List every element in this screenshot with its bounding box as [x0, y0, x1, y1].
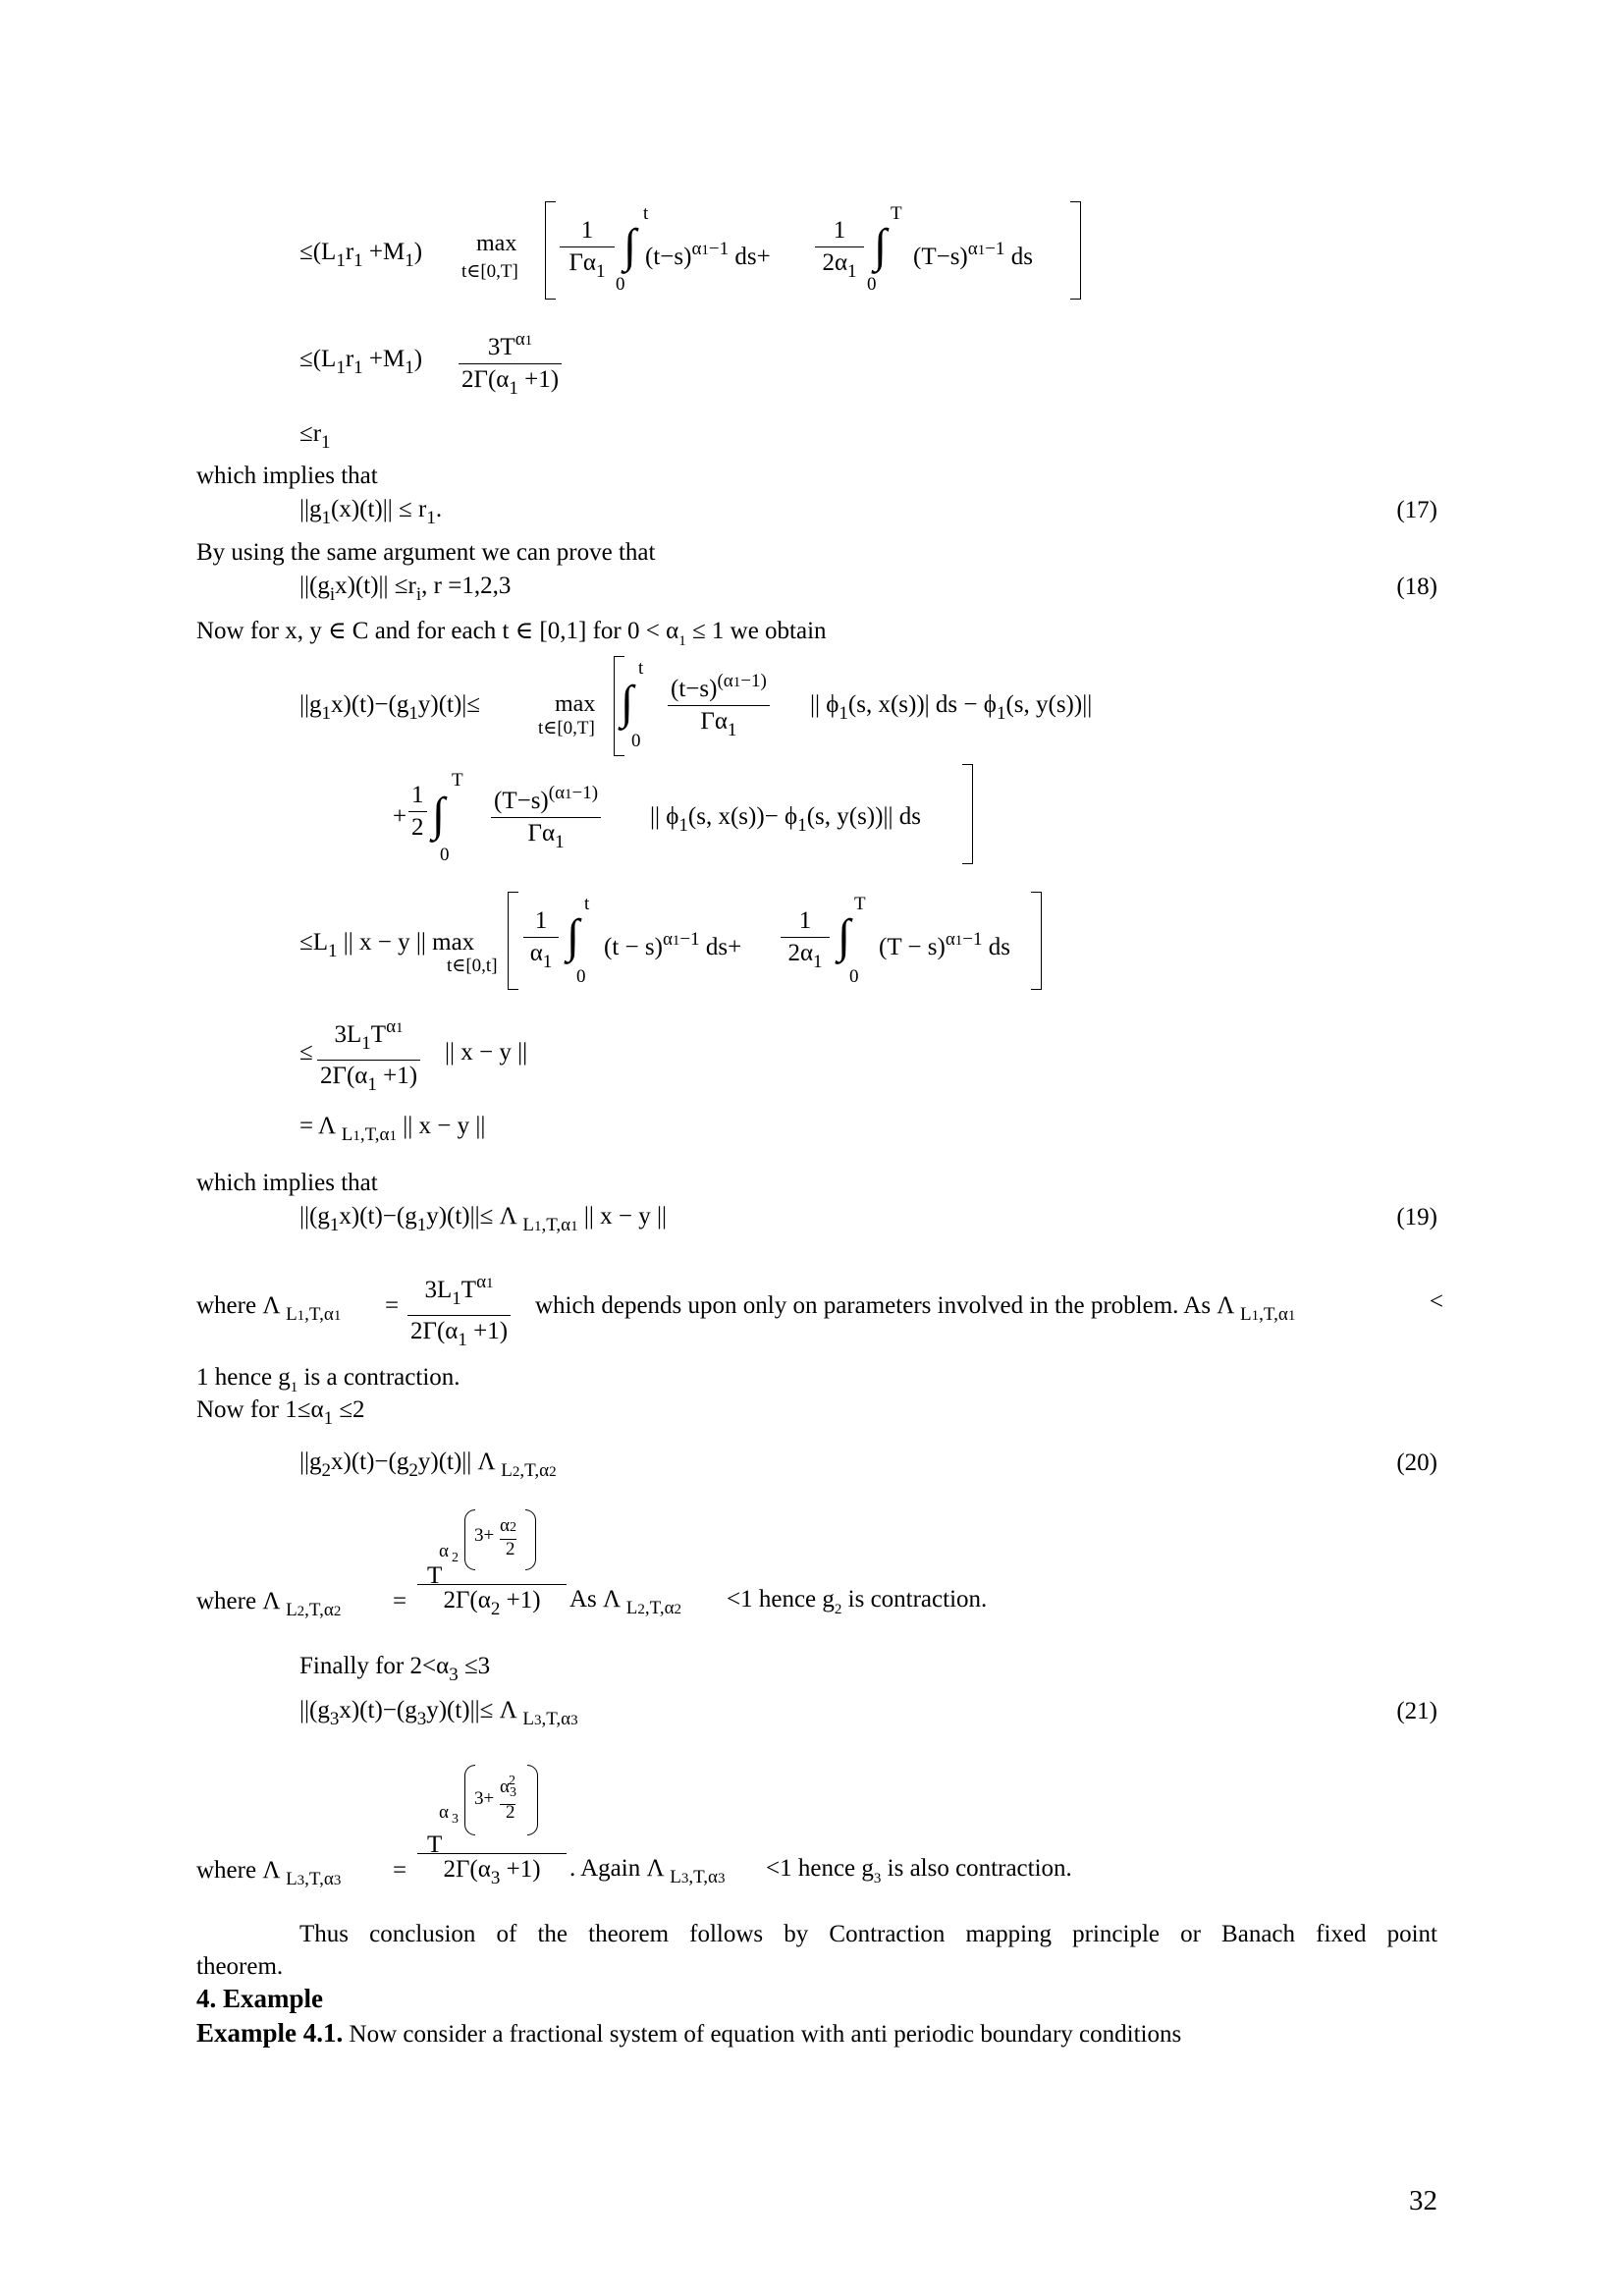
example-text: Now consider a fractional system of equation with anti periodic boundary conditions [343, 2021, 1182, 2048]
text-now-for: Now for x, y ∈ C and for each t ∈ [0,1] for $0 < \alpha_1 \le 1$ we obtain [196, 618, 827, 649]
equation-number-18: (18) [1396, 574, 1437, 600]
equation-17: $||g_1(x)(t)|| \le r_1$. [299, 496, 443, 528]
equation-18: $||(g_ix)(t)|| \le r_i$, r =1,2,3 [299, 573, 512, 605]
document-page: $\le(L_1r_1 +M_1)$ max t∈[0,T] $\frac{1}{\Gamma\alpha_1}$ ∫ t 0 $(t-s)^{\alpha 1-1}$ ds+ $\frac{1}{2\alpha_1}$ ∫ T 0 $(T-s)^{\alpha 1-1}$ ds $\le(L_1r_1 +M_1)$ $\frac{3T^{\alpha 1}}{2\Gamma(\alpha_1 +1)}$ $\le r_1$ which implies that $||g_1(x)(t)|| \le r_1$. (17) By using the same argument we can prove that $||(g_ix)(t)|| \le r_i$, r =1,2,3 (18) Now for x, y ∈ C and for each t ∈ [0,1] for $0 < \alpha_1 \le 1$ we obtain $||g_1x)(t)-(g_1y)(t)|\le$ max t∈[0,T] ∫ t 0 $\frac{(t-s)^{(\alpha 1-1)}}{\Gamma\alpha_1}$ || $\phi_1(s$, x(s))| ds − $\phi_1(s$, y(s))|| + $\frac{1}{2}$ ∫ T 0 $\frac{(T-s)^{(\alpha 1-1)}}{\Gamma\alpha_1}$ || $\phi_1(s$, $x(s))- \phi_1(s$, y(s))|| ds $\le L_1$ || x − y || max t∈[0,t] $\frac{1}{\alpha_1}$ ∫ t 0 $(t - s)^{\alpha 1-1}$ ds+ $\frac{1}{2\alpha_1}$ ∫ T 0 $(T - s)^{\alpha 1-1}$ ds ≤ $\frac{3L_1T^{\alpha 1}}{2\Gamma(\alpha_1 +1)}$ || x − y || = Λ $_{L1,T,\alpha 1}$ || x − y || which implies that $||(g_1x)(t)-(g_1y)(t)||\le \Lambda$ $_{L1,T,\alpha 1}$ || x − y || (19) where Λ $_{L1,T,\alpha 1}$ = $\frac{3L_1T^{\alpha 1}}{2\Gamma(\alpha_1 +1)}$ which depends upon only on parameters involved in the problem. As Λ $_{L1,T,\alpha 1}$ < 1 hence $g_1$ is a contraction. Now for $1\le\alpha_1 \le 2$ $||g_2x)(t)-(g_2y)(t)||$ Λ $_{L2,T,\alpha 2}$ (20) where Λ $_{L2,T,\alpha 2}$ = α 2 3+ α2 2 T $2\Gamma(\alpha_2 +1)$ As Λ $_{L2,T,\alpha 2}$ <1 hence $g_2$ is contraction. Finally for $2<\alpha_3 \le 3$ $||(g_3x)(t)-(g_3y)(t)||\le \Lambda$ $_{L3,T,\alpha 3}$ (21) where Λ $_{L3,T,\alpha 3}$ = α 3 3+ $\alpha_3^2$ 2 T $2\Gamma(\alpha_3 +1)$ . Again Λ $_{L3,T,\alpha 3}$ <1 hence $g_3$ is also contraction. Thus conclusion of the theorem follows by Contraction mapping principle or Banach fixed point theorem. 4. Example Example 4.1. Now consider a fractional system of equation with anti periodic boundary conditions 32 [196, 203, 1443, 2216]
text-theorem: theorem. [196, 1953, 284, 1980]
where-lambda-3: where Λ $_{L3,T,\alpha 3}$ = α 3 3+ $\alpha_3^2$ 2 T $2\Gamma(\alpha_3 +1)$ . Again Λ $_{L3,T,\alpha 3}$ <1 hence $g_3$ is also contraction. [196, 1763, 1178, 1910]
thus-sentence: Thus conclusion of the theorem follows by Contraction mapping principle or Banach fixed point [299, 1921, 1437, 1947]
equation-number-19: (19) [1396, 1204, 1437, 1230]
text-implies-2: which implies that [196, 1170, 378, 1196]
equation-line-3: $\le r_1$ [299, 420, 331, 453]
section-heading: 4. Example [196, 1984, 324, 2013]
where-lambda-2: where Λ $_{L2,T,\alpha 2}$ = α 2 3+ α2 2 T $2\Gamma(\alpha_2 +1)$ As Λ $_{L2,T,\alpha 2}$ <1 hence $g_2$ is contraction. [196, 1507, 1080, 1645]
equation-number-20: (20) [1396, 1449, 1437, 1476]
text-example [196, 2018, 1181, 2050]
page-number: 32 [1409, 2185, 1437, 2216]
equation-lipschitz-5: = Λ $_{L1,T,\alpha 1}$ || x − y || [299, 1113, 486, 1145]
example-label: Example 4.1. [196, 2018, 344, 2048]
text-same-argument: By using the same argument we can prove that [196, 539, 656, 566]
text-finally: Finally for $2<\alpha_3 \le 3$ [299, 1653, 491, 1685]
where-lambda-1: where Λ $_{L1,T,\alpha 1}$ = $\frac{3L_1T^{\alpha 1}}{2\Gamma(\alpha_1 +1)}$ which depends upon only on parameters involved in the problem. As Λ $_{L1,T,\alpha 1}$ < [196, 1267, 1443, 1345]
equation-21: $||(g_3x)(t)-(g_3y)(t)||\le \Lambda$ $_{L3,T,\alpha 3}$ [299, 1697, 578, 1729]
equation-19: $||(g_1x)(t)-(g_1y)(t)||\le \Lambda$ $_{L1,T,\alpha 1}$ || x − y || [299, 1203, 667, 1235]
equation-number-17: (17) [1396, 497, 1437, 523]
text-now-for-2: Now for $1\le\alpha_1 \le 2$ [196, 1396, 365, 1429]
equation-20: $||g_2x)(t)-(g_2y)(t)||$ Λ $_{L2,T,\alpha 2}$ [299, 1449, 557, 1481]
text-contraction-1: 1 hence $g_1$ is a contraction. [196, 1364, 460, 1395]
text-implies-1: which implies that [196, 463, 378, 489]
text-thus [196, 1920, 1437, 1949]
equation-number-21: (21) [1396, 1698, 1437, 1724]
